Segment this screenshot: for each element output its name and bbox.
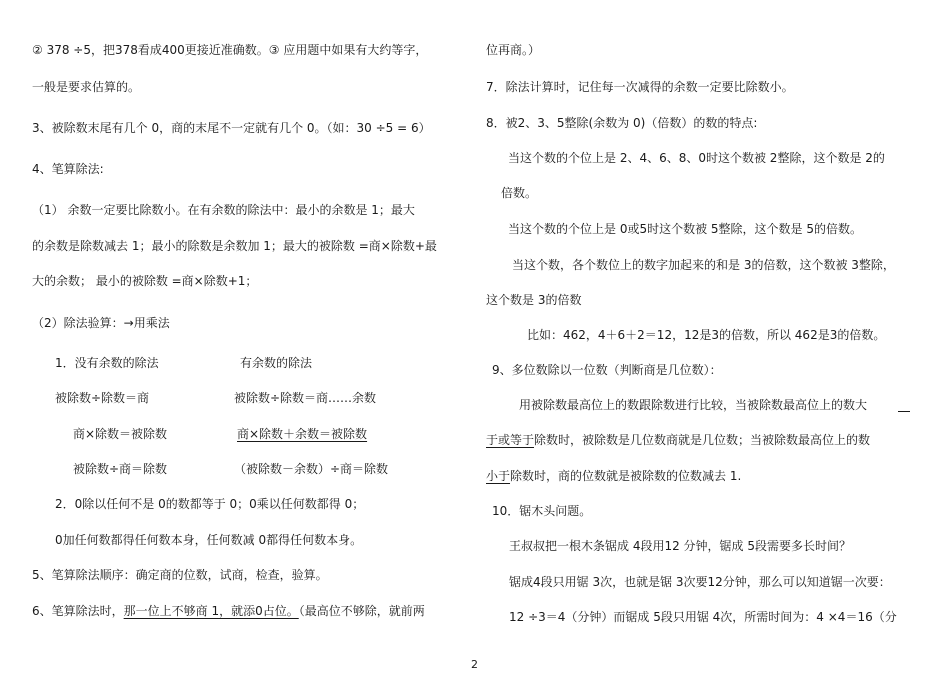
right-line-4: 当这个数的个位上是 2、4、6、8、0时这个数被 2整除，这个数是 2的 bbox=[508, 151, 885, 165]
left-line-3: 3、被除数末尾有几个 0，商的末尾不一定就有几个 0。（如：30 ÷5 = 6） bbox=[32, 121, 431, 135]
left-line-6: 的余数是除数减去 1；最小的除数是余数加 1；最大的被除数 =商×除数+最 bbox=[32, 239, 437, 253]
formula-left-2: 商×除数＝被除数 bbox=[73, 427, 168, 441]
right-line-9: 比如：462，4＋6＋2＝12，12是3的倍数，所以 462是3的倍数。 bbox=[527, 328, 886, 342]
left-line-15: 5、笔算除法顺序：确定商的位数，试商，检查，验算。 bbox=[32, 568, 328, 582]
left-line-16-end: （最高位不够除，就前两 bbox=[298, 604, 425, 618]
right-line-14: 10．锯木头问题。 bbox=[492, 504, 592, 518]
right-line-1: 位再商。） bbox=[486, 43, 541, 57]
right-line-3: 8．被2、3、5整除(余数为 0)（倍数）的数的特点: bbox=[486, 116, 758, 130]
right-line-11: 用被除数最高位上的数跟除数进行比较，当被除数最高位上的数大 bbox=[519, 398, 868, 412]
right-line-7: 当这个数，各个数位上的数字加起来的和是 3的倍数，这个数被 3整除， bbox=[512, 258, 895, 272]
left-line-16-underlined: 那一位上不够商 1，就添0占位。 bbox=[123, 604, 299, 618]
right-line-8: 这个数是 3的倍数 bbox=[486, 293, 582, 307]
right-line-13 bbox=[486, 468, 741, 484]
with-remainder-heading: 有余数的除法 bbox=[240, 356, 313, 370]
right-line-5: 倍数。 bbox=[501, 186, 538, 200]
left-line-16-start: 6、笔算除法时， bbox=[32, 604, 124, 618]
right-line-6: 当这个数的个位上是 0或5时这个数被 5整除，这个数是 5的倍数。 bbox=[508, 222, 862, 236]
right-line-13-underlined: 小于 bbox=[486, 469, 511, 483]
left-line-5: （1） 余数一定要比除数小。在有余数的除法中：最小的余数是 1；最大 bbox=[32, 203, 415, 217]
right-line-12-rest: 除数时，被除数是几位数商就是几位数；当被除数最高位上的数 bbox=[534, 433, 871, 447]
right-line-17: 12 ÷3＝4（分钟）而锯成 5段只用锯 4次，所需时间为：4 ×4＝16（分 bbox=[509, 610, 897, 624]
left-line-13: 2．0除以任何不是 0的数都等于 0；0乘以任何数都得 0； bbox=[55, 497, 365, 511]
right-line-12 bbox=[486, 432, 870, 448]
formula-right-2: 商×除数＋余数＝被除数 bbox=[237, 427, 368, 441]
formula-right-3: （被除数－余数）÷商＝除数 bbox=[234, 462, 389, 476]
formula-right-1: 被除数÷除数＝商……余数 bbox=[234, 391, 377, 405]
right-line-16: 锯成4段只用锯 3次，也就是锯 3次要12分钟，那么可以知道锯一次要： bbox=[509, 575, 891, 589]
left-line-7: 大的余数； 最小的被除数 =商×除数+1； bbox=[32, 274, 258, 288]
right-line-13-rest: 除数时，商的位数就是被除数的位数减去 1. bbox=[510, 469, 742, 483]
right-line-2: 7．除法计算时，记住每一次减得的余数一定要比除数小。 bbox=[486, 80, 794, 94]
left-line-1: ② 378 ÷5，把378看成400更接近准确数。③ 应用题中如果有大约等字， bbox=[32, 43, 428, 57]
left-line-2: 一般是要求估算的。 bbox=[32, 80, 141, 94]
formula-left-3: 被除数÷商＝除数 bbox=[73, 462, 168, 476]
left-line-16 bbox=[32, 603, 425, 619]
underline-mark bbox=[898, 411, 910, 412]
right-line-15: 王叔叔把一根木条锯成 4段用12 分钟，锯成 5段需要多长时间？ bbox=[509, 539, 851, 553]
left-line-8: （2）除法验算：→用乘法 bbox=[32, 316, 170, 330]
left-line-4: 4、笔算除法: bbox=[32, 162, 104, 176]
no-remainder-heading: 1．没有余数的除法 bbox=[55, 356, 159, 370]
right-line-10: 9、多位数除以一位数（判断商是几位数）： bbox=[492, 363, 722, 377]
page-number: 2 bbox=[471, 658, 478, 671]
left-line-14: 0加任何数都得任何数本身，任何数减 0都得任何数本身。 bbox=[55, 533, 363, 547]
right-line-12-underlined: 于或等于 bbox=[486, 433, 535, 447]
formula-left-1: 被除数÷除数＝商 bbox=[55, 391, 150, 405]
